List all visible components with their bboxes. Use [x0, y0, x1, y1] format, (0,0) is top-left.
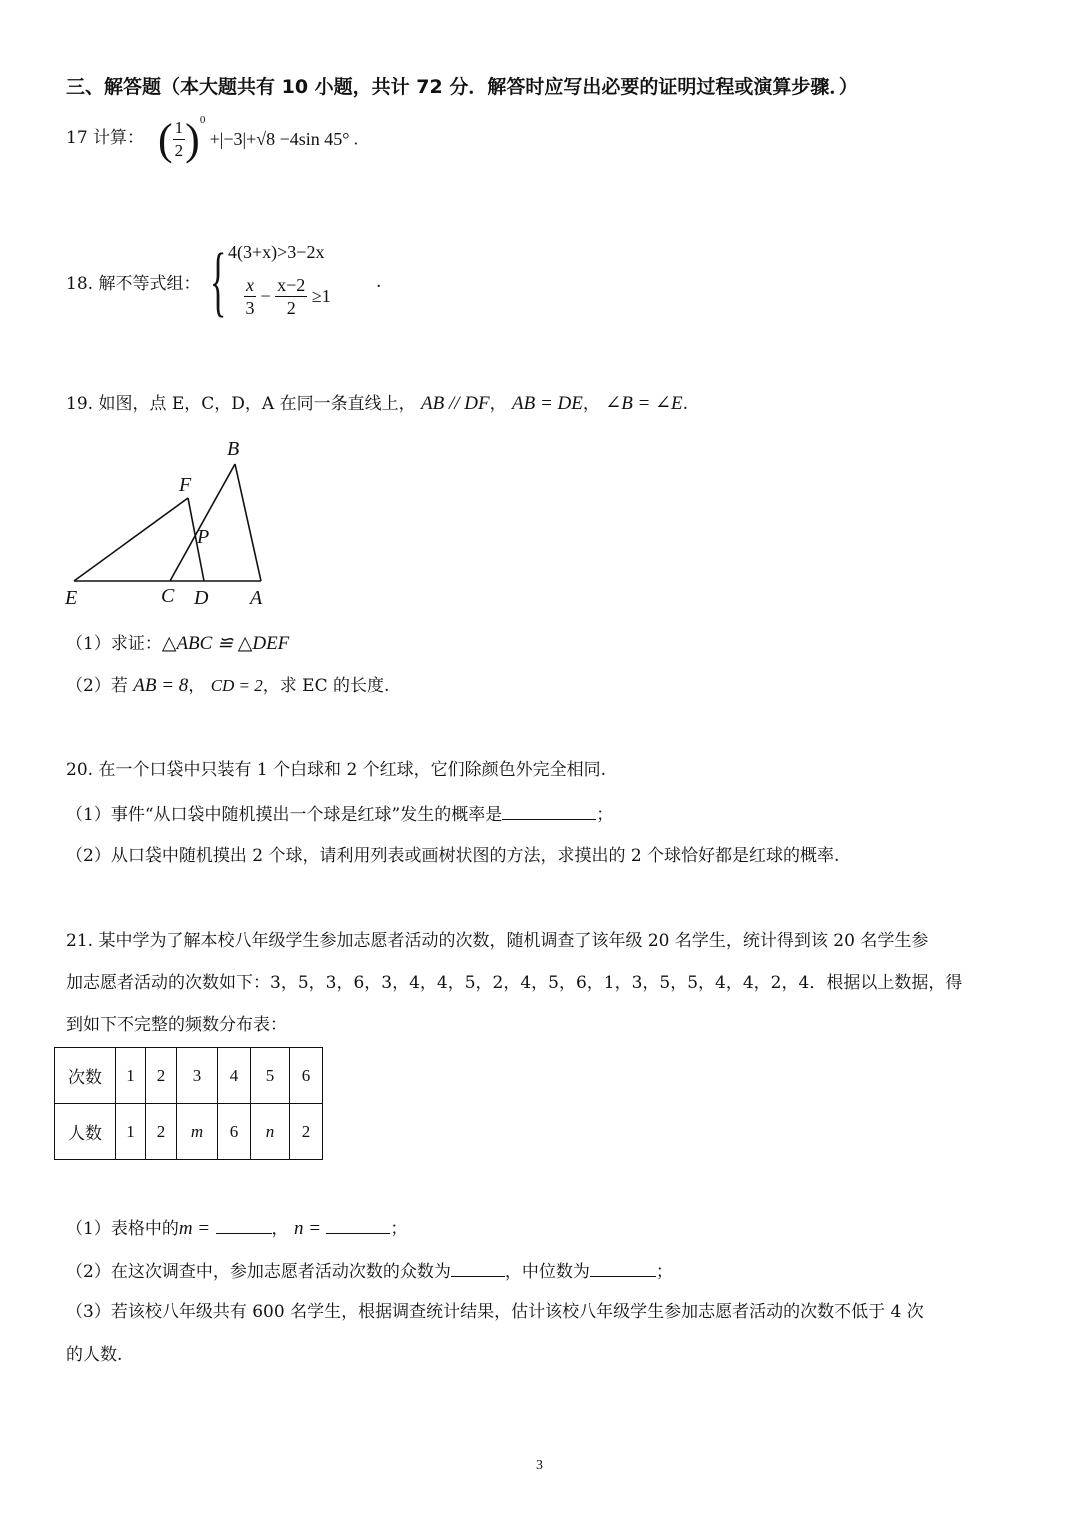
answer-blank-m[interactable]	[216, 1217, 272, 1234]
q17-prefix: 计算：	[93, 128, 145, 148]
table-cell: n	[251, 1104, 290, 1160]
answer-blank-n[interactable]	[326, 1217, 390, 1234]
answer-blank-mode[interactable]	[451, 1260, 505, 1277]
section-title: 三、解答题（本大题共有 10 小题，共计 72 分．解答时应写出必要的证明过程或演算步骤．）	[66, 76, 858, 98]
table-cell: 人数	[55, 1104, 116, 1160]
q17-fraction: $\frac{1}{2}$	[174, 118, 184, 160]
q18-line	[66, 274, 200, 294]
q20-part2: （2）从口袋中随机摸出 2 个球，请利用列表或画树状图的方法，求摸出的 2 个球恰好都是红球的概率.	[66, 846, 840, 866]
table-cell: 次数	[55, 1048, 116, 1104]
q18-end: .	[376, 272, 382, 292]
q21-part1: （1）表格中的m = ， n = ；	[66, 1218, 408, 1239]
q20-part1: （1）事件“从口袋中随机摸出一个球是红球”发生的概率是 ；	[66, 805, 614, 825]
q17-exponent: 0	[199, 113, 206, 126]
q21-part2: （2）在这次调查中，参加志愿者活动次数的众数为 ，中位数为 ；	[66, 1262, 673, 1282]
answer-blank-median[interactable]	[590, 1260, 656, 1277]
q19-stem: 19. 如图，点 E，C，D，A 在同一条直线上， AB // DF， AB = DE， ∠B = ∠E.	[66, 393, 689, 414]
q17-expression: ( $\frac{1}{2}$ )$^0$ +|−3|+√8 −4sin 45° .	[158, 113, 358, 164]
table-cell: 6	[290, 1048, 323, 1104]
label-A: A	[250, 587, 263, 609]
page-number: 3	[536, 1458, 543, 1473]
table-cell: 3	[177, 1048, 218, 1104]
q17-number: 17	[66, 128, 88, 148]
label-C: C	[161, 585, 175, 607]
table-cell: 2	[290, 1104, 323, 1160]
q19-part2: （2）若 AB = 8， CD = 2，求 EC 的长度.	[66, 675, 390, 696]
q17-line	[66, 128, 144, 148]
segment-EF	[74, 498, 188, 581]
q19-part1: （1）求证：△ABC ≌ △DEF	[66, 633, 290, 654]
table-cell: 1	[116, 1104, 146, 1160]
q20-stem: 20. 在一个口袋中只装有 1 个白球和 2 个红球，它们除颜色外完全相同.	[66, 760, 607, 780]
q18-prefix: 解不等式组：	[98, 274, 201, 294]
table-cell: 4	[218, 1048, 251, 1104]
table-cell: 2	[146, 1048, 177, 1104]
q21-line1: 21. 某中学为了解本校八年级学生参加志愿者活动的次数，随机调查了该年级 20 名学生，统计得到该 20 名学生参	[66, 931, 929, 951]
table-cell: 5	[251, 1048, 290, 1104]
table-cell: m	[177, 1104, 218, 1160]
table-row	[55, 1048, 323, 1104]
label-D: D	[194, 587, 209, 609]
frequency-table	[54, 1047, 323, 1160]
table-row	[55, 1104, 323, 1160]
label-B: B	[227, 438, 240, 460]
q17-rest: +|−3|+√8 −4sin 45°	[209, 129, 350, 149]
table-cell: 6	[218, 1104, 251, 1160]
q18-ineq1: 4(3+x)>3−2x	[228, 242, 325, 262]
label-F: F	[179, 474, 192, 496]
label-E: E	[65, 587, 78, 609]
q21-line2: 加志愿者活动的次数如下：3，5，3，6，3，4，4，5，2，4，5，6，1，3，5，5，4，4，2，4．根据以上数据，得	[66, 973, 963, 993]
label-P: P	[197, 526, 210, 548]
q18-number: 18.	[66, 274, 94, 294]
q21-line3: 到如下不完整的频数分布表：	[66, 1015, 287, 1035]
q18-ineq2: $\frac{x}{3}$ − $\frac{x-2}{2}$ ≥1	[245, 275, 331, 318]
q21-part3-line1: （3）若该校八年级共有 600 名学生，根据调查统计结果，估计该校八年级学生参加志愿者活动的次数不低于 4 次	[66, 1302, 924, 1322]
answer-blank[interactable]	[502, 803, 596, 820]
geometry-figure	[55, 430, 285, 615]
segment-BA	[235, 464, 261, 581]
q21-part3-line2: 的人数.	[66, 1345, 123, 1365]
q18-brace: {	[210, 240, 227, 326]
table-cell: 1	[116, 1048, 146, 1104]
table-cell: 2	[146, 1104, 177, 1160]
